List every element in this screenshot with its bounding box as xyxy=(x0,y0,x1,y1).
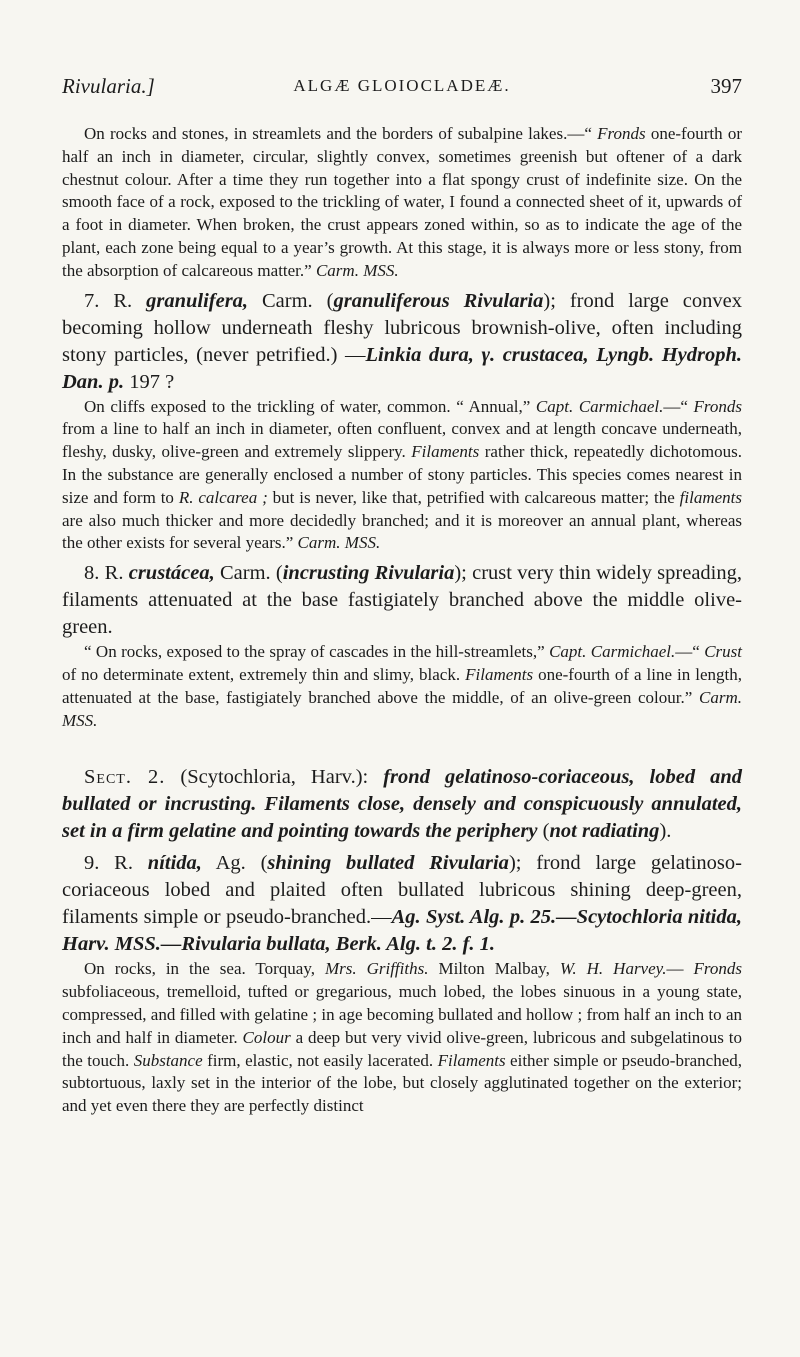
species-name: crustácea, xyxy=(128,562,215,585)
page-body xyxy=(62,123,742,1118)
page-number: 397 xyxy=(710,74,742,98)
species-name: granulifera, xyxy=(146,289,249,312)
species-entry-7: 7. R. granulifera, Carm. (granuliferous Rivularia); frond large convex becoming hollow underneath fleshy lubricous brownish-olive, often including stony particles, (never petrified.) —Linkia dura, γ. crustacea, Lyngb. Hydroph. Dan. p. 197 ? xyxy=(62,289,742,393)
common-name: incrusting Rivularia xyxy=(282,562,455,585)
species-name: nítida, xyxy=(147,852,202,875)
synonym-reference: Ag. Syst. Alg. p. 25.—Scytochloria nitida, Harv. MSS.—Rivularia bullata, Berk. Alg. t. 2. f. 1. xyxy=(62,906,742,956)
habitat-paragraph-9: On rocks, in the sea. Torquay, Mrs. Griffiths. Milton Malbay, W. H. Harvey.— Fronds subfoliaceous, tremelloid, tufted or gregarious, much lobed, the lobes sinuous in a young state, compressed, and filled with gelatine ; in age becoming bullated and hollow ; from half an inch to an inch and half in diameter. Colour a deep but very vivid olive-green, lubricous and subgelatinous to the touch. Substance firm, elastic, not easily lacerated. Filaments either simple or pseudo-branched, subtortuous, laxly set in the interior of the lobe, but closely agglutinated together on the exterior; and yet even there they are perfectly distinct xyxy=(62,959,743,1116)
habitat-paragraph-6: On rocks and stones, in streamlets and the borders of subalpine lakes.—“ Fronds one-fourth or half an inch in diameter, circular, slightly convex, sometimes greenish but oftener of a dark chestnut colour. After a time they run together into a flat spongy crust of indefinite size. On the smooth face of a rock, exposed to the trickling of water, I found a connected sheet of it, upwards of a foot in diameter. When broken, the crust appears zoned within, so as to indicate the age of the plant, each zone being equal to a year’s growth. At this stage, it is always more or less stony, from the absorption of calcareous matter.” Carm. MSS. xyxy=(62,124,742,280)
species-entry-8: 8. R. crustácea, Carm. (incrusting Rivularia); crust very thin widely spreading, filaments attenuated at the base fastigiately branched above the middle olive-green. xyxy=(62,562,742,639)
habitat-paragraph-8: “ On rocks, exposed to the spray of cascades in the hill-streamlets,” Capt. Carmichael.—“ Crust of no determinate extent, extremely thin and slimy, black. Filaments one-fourth of a line in length, attenuated at the base, fastigiately branched above the middle, of an olive-green colour.” Carm. MSS. xyxy=(62,642,742,730)
running-header xyxy=(62,74,742,104)
running-title: Rivularia.] xyxy=(62,74,155,98)
habitat-paragraph-7: On cliffs exposed to the trickling of water, common. “ Annual,” Capt. Carmichael.—“ Fronds from a line to half an inch in diameter, often confluent, convex and at length concave underneath, fleshy, dusky, olive-green and extremely slippery. Filaments rather thick, repeatedly dichotomous. In the substance are generally enclosed a number of stony particles. This species comes nearest in size and form to R. calcarea ; but is never, like that, petrified with calcareous matter; the filaments are also much thicker and more decidedly branched; and it is moreover an annual plant, whereas the other exists for several years.” Carm. MSS. xyxy=(62,396,743,553)
synonym-reference: Linkia dura, γ. crustacea, Lyngb. Hydroph. Dan. p. xyxy=(62,343,742,393)
common-name: shining bullated Rivularia xyxy=(267,852,509,875)
section-title: ALGÆ GLOIOCLADEÆ. xyxy=(293,76,511,95)
section-2-heading: Sect. 2. (Scytochloria, Harv.): frond gelatinoso-coriaceous, lobed and bullated or incrusting. Filaments close, densely and conspicuously annulated, set in a firm gelatine and pointing towards the periphery (not radiating). xyxy=(62,766,743,843)
section-gap xyxy=(62,732,742,754)
species-entry-9: 9. R. nítida, Ag. (shining bullated Rivularia); frond large gelatinoso-coriaceous lobed and plaited often bullated lubricous shining deep-green, filaments simple or pseudo-branched.—Ag. Syst. Alg. p. 25.—Scytochloria nitida, Harv. MSS.—Rivularia bullata, Berk. Alg. t. 2. f. 1. xyxy=(62,852,742,956)
common-name: granuliferous Rivularia xyxy=(333,289,544,312)
